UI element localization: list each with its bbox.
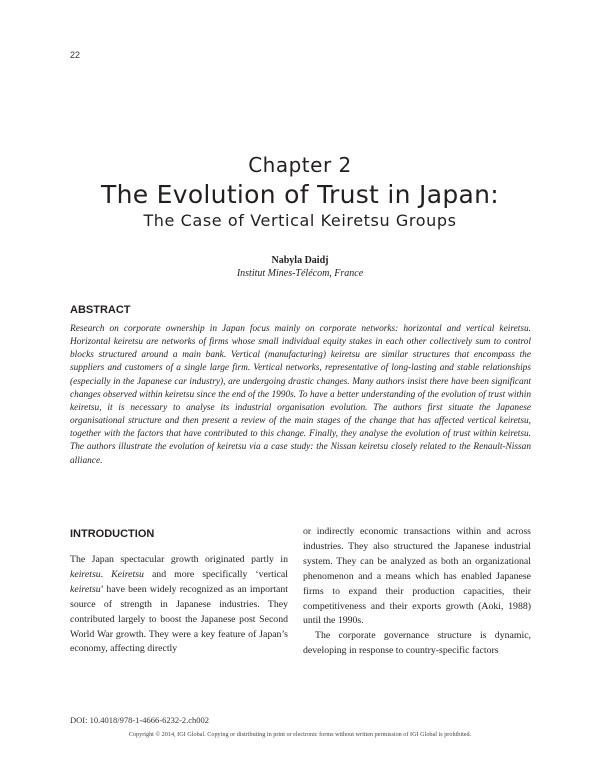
intro-paragraph-1 <box>70 553 288 657</box>
doi: DOI: 10.4018/978-1-4666-6232-2.ch002 <box>70 715 210 725</box>
intro-paragraph-2: The corporate governance structure is dynamic, developing in response to country-specific factors <box>303 630 531 657</box>
abstract-heading: ABSTRACT <box>70 304 131 316</box>
intro-right-column <box>303 525 531 659</box>
page-number: 22 <box>70 50 81 60</box>
copyright-notice: Copyright © 2014, IGI Global. Copying or distributing in print or electronic forms without written permission of IGI Global is prohibited. <box>128 731 472 738</box>
intro-text: and more specifically ‘vertical <box>143 568 288 580</box>
intro-emphasis: keiretsu <box>70 583 101 595</box>
author-name: Nabyla Daidj <box>271 255 329 266</box>
intro-text: ’ have been widely recognized as an important source of strength in Japanese industries. They contributed largely to boost the Japanese post Second World War growth. They were a key feature of Japan’s economy, affecting directly <box>70 583 288 655</box>
chapter-title: The Evolution of Trust in Japan: <box>101 180 499 209</box>
author-affiliation: Institut Mines-Télécom, France <box>236 268 364 279</box>
intro-text: . <box>100 568 112 580</box>
intro-text: The Japan spectacular growth originated partly in <box>70 554 288 565</box>
intro-left-column <box>70 553 288 657</box>
intro-paragraph-1-continued: or indirectly economic transactions within and across industries. They also structured the Japanese industrial system. They can be analyzed as both an organizational phenomenon and a means which has enabled Japanese firms to expand their production capacities, their competitiveness and their exports growth (Aoki, 1988) until the 1990s. <box>303 526 531 627</box>
chapter-subtitle: The Case of Vertical Keiretsu Groups <box>143 211 457 230</box>
intro-emphasis: keiretsu <box>70 568 101 580</box>
intro-emphasis: Keiretsu <box>111 568 144 580</box>
introduction-heading: INTRODUCTION <box>70 528 155 540</box>
chapter-label: Chapter 2 <box>248 153 352 177</box>
abstract-text: Research on corporate ownership in Japan focus mainly on corporate networks: horizontal and vertical keiretsu. Horizontal keiretsu are networks of firms whose small individual equity stakes in each other collectively sum to control blocks structured around a main bank. Vertical (manufacturing) keiretsu are similar structures that encompass the suppliers and customers of a single large firm. Vertical networks, representative of long-lasting and stable relationships (especially in the Japanese car industry), are undergoing drastic changes. Many authors insist there have been significant changes observed within keiretsu since the end of the 1990s. To have a better understanding of the evolution of trust within keiretsu, it is necessary to analyse its industrial organisation evolution. The authors first situate the Japanese organisational structure and then present a review of the main stages of the change that has affected vertical keiretsu, together with the factors that have contributed to this change. Finally, they analyse the evolution of trust within keiretsu. The authors illustrate the evolution of keiretsu via a case study: the Nissan keiretsu closely related to the Renault-Nissan alliance. <box>70 324 531 466</box>
